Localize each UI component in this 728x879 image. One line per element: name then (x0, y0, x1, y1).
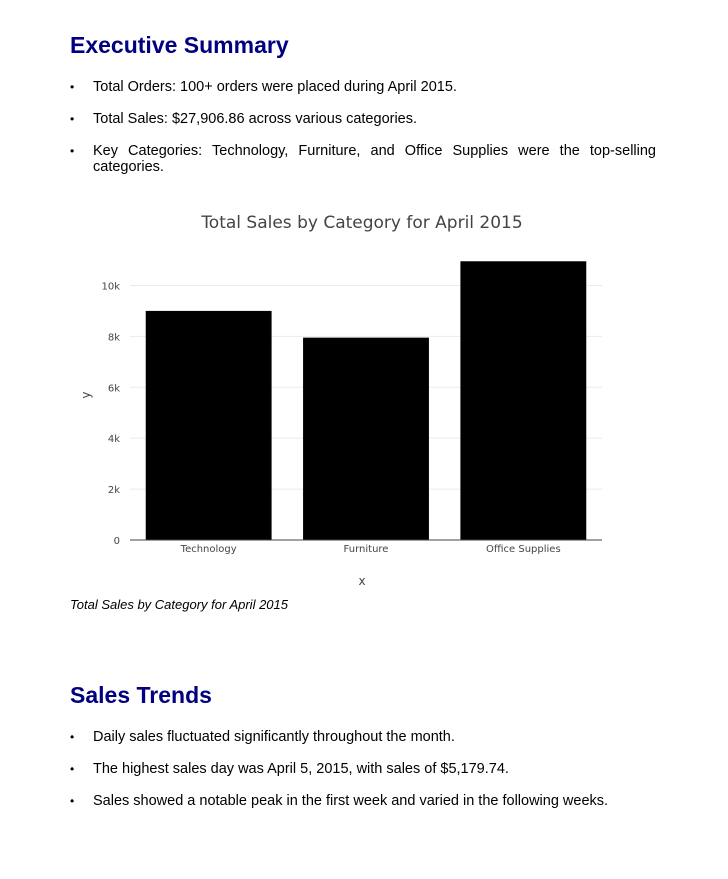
list-item (70, 79, 656, 95)
x-tick-label: Office Supplies (485, 544, 561, 555)
list-item-text: Total Sales: $27,906.86 across various categories. (93, 111, 418, 127)
list-item-text: Total Orders: 100+ orders were placed during April 2015. (93, 79, 457, 95)
bullet-icon: • (70, 144, 75, 158)
y-axis-label: y (79, 391, 93, 399)
list-item-text: The highest sales day was April 5, 2015, with sales of $5,179.74. (93, 761, 509, 777)
bullet-icon: • (70, 794, 75, 808)
y-tick-label: 2k (107, 485, 120, 497)
list-item-text: Key Categories: Technology, Furniture, and Office Supplies were the top-selling categories. (93, 143, 656, 175)
bar (146, 311, 272, 540)
executive-summary-heading: Executive Summary (70, 32, 289, 58)
x-tick-label: Furniture (343, 544, 389, 555)
bullet-icon: • (70, 762, 75, 776)
figure-caption: Total Sales by Category for April 2015 (70, 597, 288, 612)
list-item (70, 761, 656, 777)
bullet-icon: • (70, 112, 75, 126)
bar (460, 261, 586, 540)
bars (146, 261, 587, 540)
list-item-text: Daily sales fluctuated significantly throughout the month. (93, 729, 455, 745)
summary-bullet-list (70, 79, 656, 175)
list-item (70, 793, 656, 809)
sales-trends-heading: Sales Trends (70, 682, 212, 708)
list-item (70, 143, 656, 175)
y-tick-label: 8k (107, 332, 120, 344)
x-axis-label: x (358, 574, 366, 588)
bullet-icon: • (70, 80, 75, 94)
sales-by-category-chart (70, 195, 656, 595)
y-tick-label: 6k (107, 383, 120, 395)
trends-bullet-list (70, 729, 656, 809)
y-tick-label: 10k (101, 281, 120, 293)
list-item (70, 111, 656, 127)
x-tick-label: Technology (180, 544, 237, 555)
bullet-icon: • (70, 730, 75, 744)
y-tick-label: 4k (107, 434, 120, 446)
list-item-text: Sales showed a notable peak in the first week and varied in the following weeks. (93, 793, 609, 809)
bar (303, 338, 429, 540)
chart-title: Total Sales by Category for April 2015 (201, 213, 523, 233)
list-item (70, 729, 656, 745)
y-tick-label: 0 (113, 536, 120, 547)
